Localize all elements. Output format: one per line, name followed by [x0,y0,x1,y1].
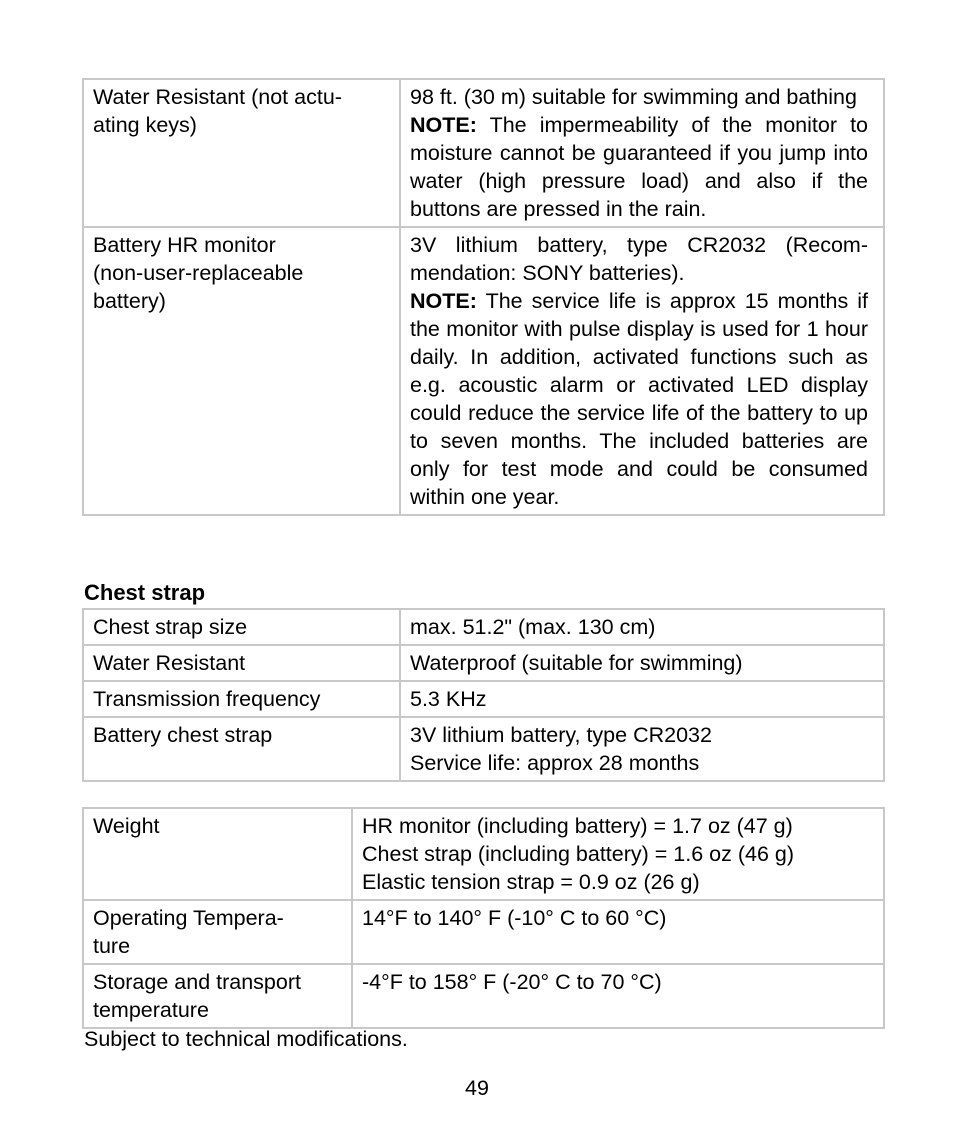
note-text: The service life is approx 15 months if the monitor with pulse display is used for 1 hour daily. In addition, activated functions such as e.g. acoustic alarm or activated LED display could reduce the service life of the battery to up to seven months. The included batteries are only for test mode and could be consumed within one year. [410,289,868,509]
note-label: NOTE: [410,113,477,137]
table-row [83,227,884,515]
spec-label: Transmission frequency [83,681,400,717]
footnote: Subject to technical modifications. [84,1027,408,1051]
spec-label-line: temperature [93,998,209,1022]
hr-monitor-spec-table [82,78,885,516]
spec-label [83,227,400,515]
table-row [83,900,884,964]
spec-label-line: Storage and transport [93,970,301,994]
spec-value-line: Chest strap (including battery) = 1.6 oz (46 g) [362,842,795,866]
spec-label: Water Resistant [83,645,400,681]
chest-strap-heading: Chest strap [84,580,206,605]
water-resistant-label: Water Resistant (not actu-ating keys) [93,85,342,137]
battery-label-line: battery) [93,289,166,313]
spec-label [83,79,400,227]
general-spec-table [82,807,885,1029]
table-row [83,609,884,645]
spec-label: Battery chest strap [83,717,400,781]
chest-strap-spec-table [82,608,885,782]
table-row [83,964,884,1028]
spec-value: Waterproof (suitable for swimming) [400,645,884,681]
battery-label-line: Battery HR monitor [93,233,276,257]
page-number: 49 [465,1076,489,1100]
battery-label-line: (non-user-replaceable [93,261,304,285]
spec-value [400,227,884,515]
note-label: NOTE: [410,289,477,313]
spec-value [352,964,884,1028]
spec-value [352,808,884,900]
spec-value-line: -4°F to 158° F (-20° C to 70 °C) [362,970,662,994]
spec-value [400,717,884,781]
note-text: The impermeability of the monitor to moisture cannot be guaranteed if you jump into water (high pressure load) and also if the buttons are pressed in the rain. [410,113,868,221]
spec-label-line: Weight [93,814,160,838]
table-row [83,645,884,681]
table-row [83,681,884,717]
battery-value: 3V lithium battery, type CR2032 (Recom-mendation: SONY batteries). [410,233,868,285]
spec-label-line: ture [93,934,131,958]
spec-value [352,900,884,964]
spec-label-line: Operating Tempera- [93,906,284,930]
spec-label [83,808,352,900]
spec-label: Chest strap size [83,609,400,645]
table-row [83,808,884,900]
spec-value [400,79,884,227]
spec-value-line: 3V lithium battery, type CR2032 [410,723,712,747]
spec-value: 5.3 KHz [400,681,884,717]
spec-value-line: 14°F to 140° F (-10° C to 60 °C) [362,906,667,930]
table-row [83,717,884,781]
table-row [83,79,884,227]
spec-value-line: HR monitor (including battery) = 1.7 oz (47 g) [362,814,793,838]
spec-value-line: Service life: approx 28 months [410,751,700,775]
spec-value: max. 51.2" (max. 130 cm) [400,609,884,645]
spec-label [83,900,352,964]
water-resistant-value: 98 ft. (30 m) suitable for swimming and bathing [410,85,857,109]
spec-label [83,964,352,1028]
spec-value-line: Elastic tension strap = 0.9 oz (26 g) [362,870,700,894]
